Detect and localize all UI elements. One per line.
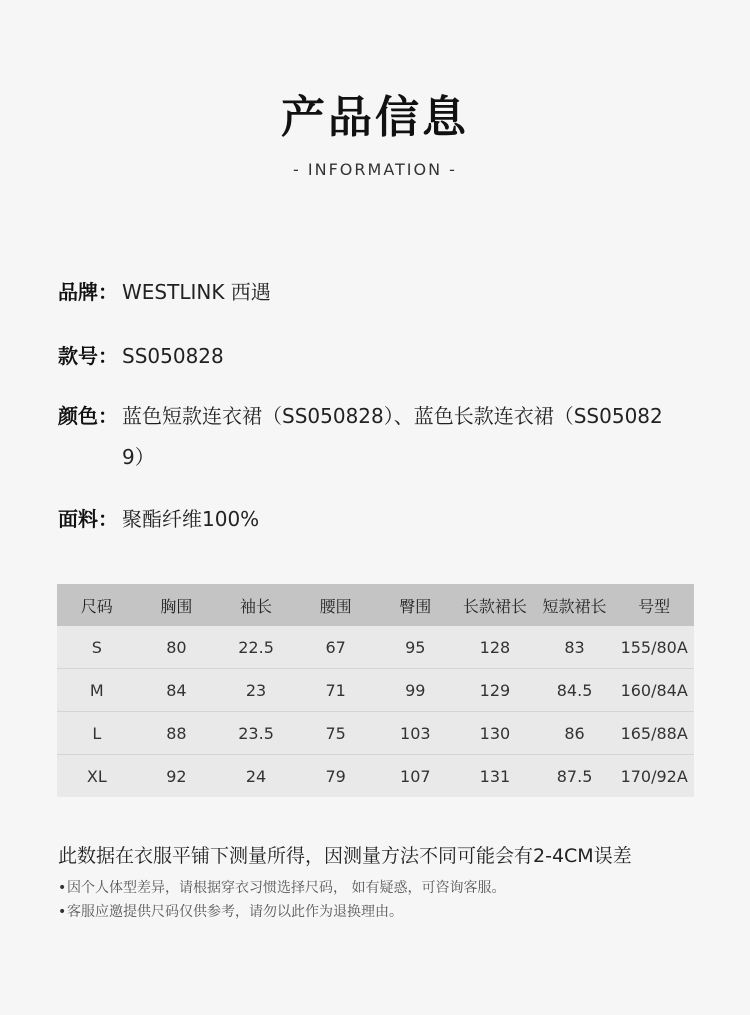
- page-title: 产品信息: [281, 92, 469, 143]
- table-row: [57, 669, 694, 712]
- table-cell: 92: [137, 755, 217, 798]
- table-cell: 67: [296, 626, 376, 669]
- table-cell: 160/84A: [614, 669, 694, 712]
- table-cell: 103: [376, 712, 456, 755]
- header-sleeve-length: 袖长: [216, 584, 296, 626]
- header-size: 尺码: [57, 584, 137, 626]
- size-table: [57, 584, 694, 797]
- style-number-label: 款号：: [58, 344, 118, 368]
- color-value: 蓝色短款连衣裙（SS050828）、蓝色长款连衣裙（SS050829）: [122, 404, 663, 469]
- color-label: 颜色：: [58, 404, 118, 428]
- table-cell: 99: [376, 669, 456, 712]
- note-text: 客服应邀提供尺码仅供参考，请勿以此作为退换理由。: [67, 904, 403, 920]
- brand-value: WESTLINK 西遇: [122, 280, 271, 304]
- table-cell: 88: [137, 712, 217, 755]
- list-item: [58, 900, 505, 924]
- info-row-brand: [58, 272, 678, 313]
- table-cell: 23.5: [216, 712, 296, 755]
- header-short-dress-length: 短款裙长: [535, 584, 615, 626]
- table-cell: M: [57, 669, 137, 712]
- brand-label: 品牌：: [58, 280, 118, 304]
- table-cell: 107: [376, 755, 456, 798]
- table-row: [57, 712, 694, 755]
- size-table-header-row: [57, 584, 694, 626]
- table-row: [57, 626, 694, 669]
- table-cell: S: [57, 626, 137, 669]
- table-cell: 22.5: [216, 626, 296, 669]
- table-cell: 86: [535, 712, 615, 755]
- table-cell: 24: [216, 755, 296, 798]
- table-cell: 128: [455, 626, 535, 669]
- table-cell: 131: [455, 755, 535, 798]
- table-cell: 23: [216, 669, 296, 712]
- header-body-type: 号型: [614, 584, 694, 626]
- header-hip: 臀围: [376, 584, 456, 626]
- table-cell: 84: [137, 669, 217, 712]
- table-cell: 170/92A: [614, 755, 694, 798]
- table-cell: 71: [296, 669, 376, 712]
- table-cell: 83: [535, 626, 615, 669]
- style-number-value: SS050828: [122, 344, 224, 368]
- bullet-icon: •: [58, 904, 67, 920]
- header-long-dress-length: 长款裙长: [455, 584, 535, 626]
- table-cell: 75: [296, 712, 376, 755]
- table-cell: 165/88A: [614, 712, 694, 755]
- table-cell: 95: [376, 626, 456, 669]
- table-cell: 87.5: [535, 755, 615, 798]
- info-row-color: [58, 396, 678, 478]
- fabric-label: 面料：: [58, 507, 118, 531]
- info-row-fabric: [58, 499, 678, 540]
- table-cell: 80: [137, 626, 217, 669]
- table-cell: L: [57, 712, 137, 755]
- table-cell: 155/80A: [614, 626, 694, 669]
- bullet-icon: •: [58, 880, 67, 896]
- fabric-value: 聚酯纤维100%: [122, 507, 260, 531]
- table-cell: XL: [57, 755, 137, 798]
- table-cell: 129: [455, 669, 535, 712]
- table-cell: 130: [455, 712, 535, 755]
- header-bust: 胸围: [137, 584, 217, 626]
- header-waist: 腰围: [296, 584, 376, 626]
- table-cell: 84.5: [535, 669, 615, 712]
- table-cell: 79: [296, 755, 376, 798]
- measurement-note: 此数据在衣服平铺下测量所得，因测量方法不同可能会有2-4CM误差: [58, 845, 632, 867]
- list-item: [58, 876, 505, 900]
- table-row: [57, 755, 694, 798]
- page-header: [0, 88, 750, 179]
- note-text: 因个人体型差异，请根据穿衣习惯选择尺码， 如有疑惑，可咨询客服。: [67, 880, 506, 896]
- page-subtitle: - INFORMATION -: [293, 160, 457, 179]
- info-row-style-number: [58, 336, 678, 377]
- note-list: [58, 876, 505, 924]
